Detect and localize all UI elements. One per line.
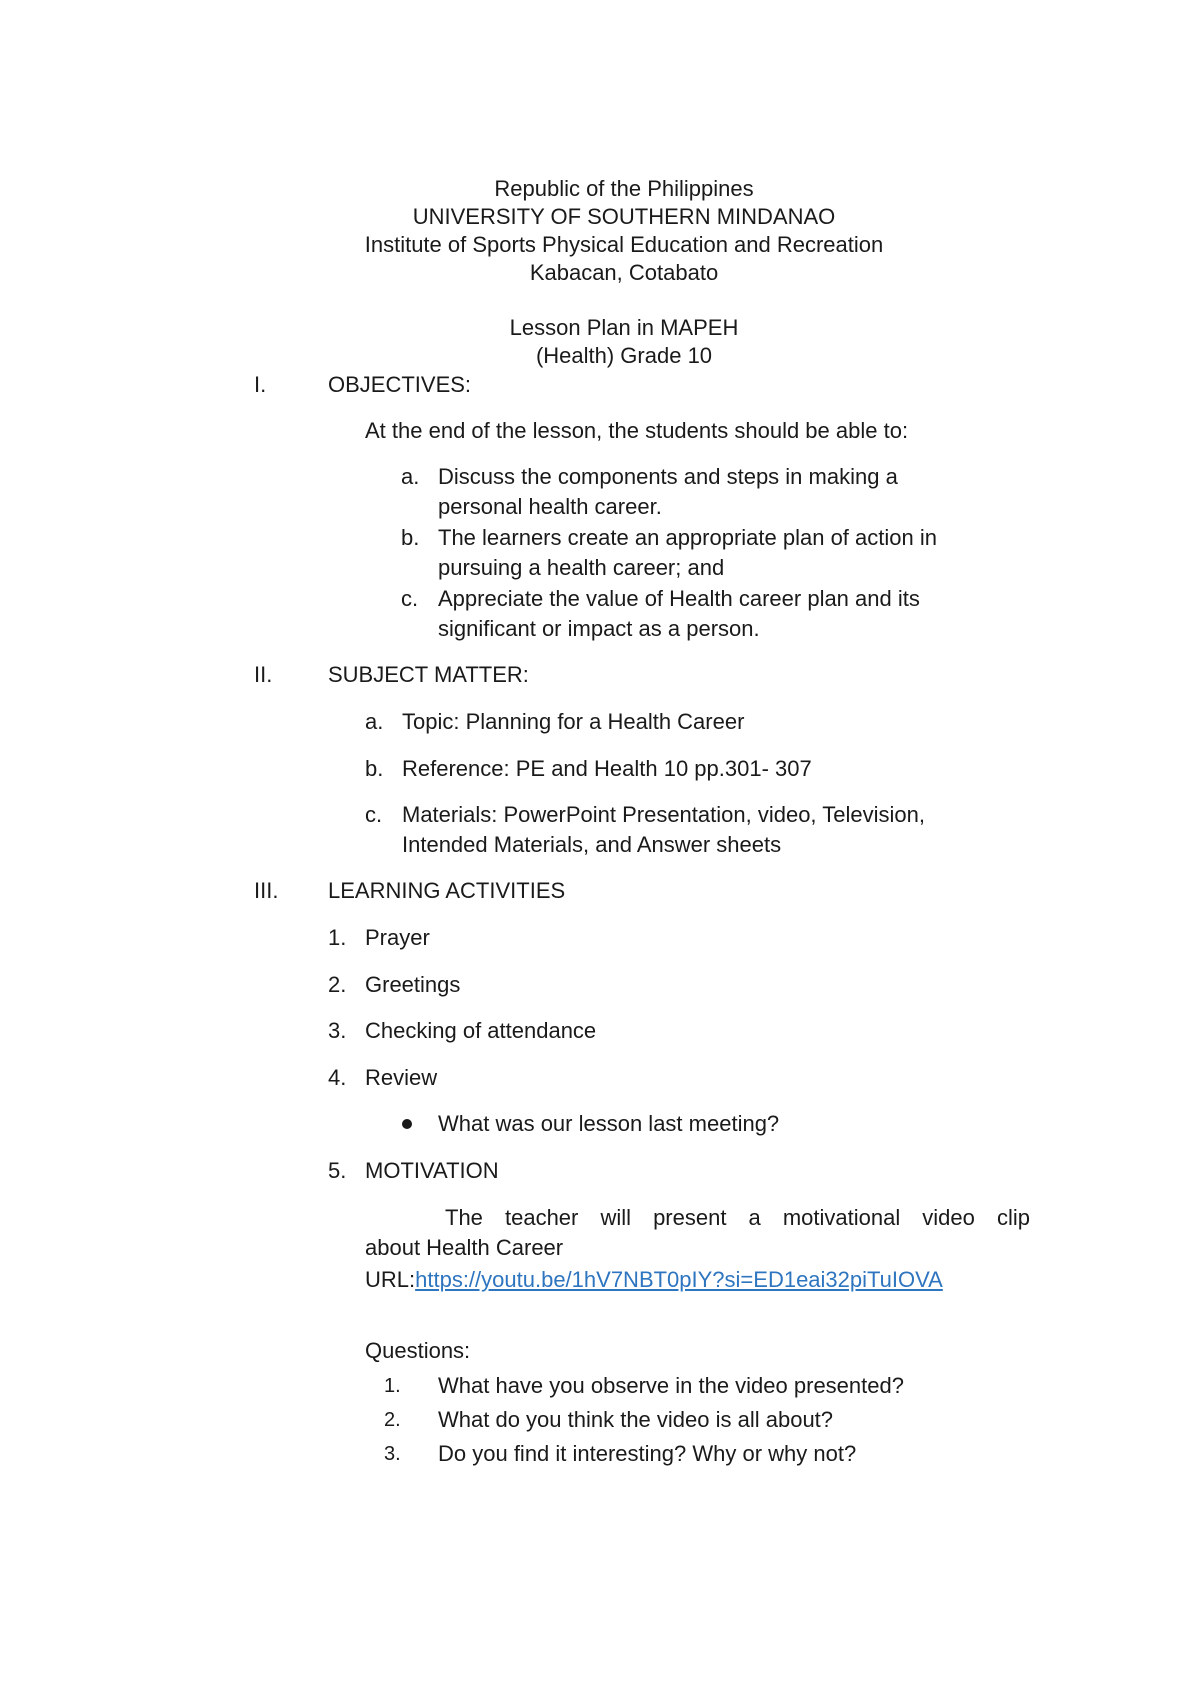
header-institute: Institute of Sports Physical Education and Recreation [364, 232, 884, 257]
subject-marker-c: c. [365, 802, 383, 827]
video-url-line [365, 1265, 943, 1295]
bullet-icon [401, 1109, 413, 1147]
section-numeral-subject-matter: II. [254, 662, 273, 687]
motivation-word: present [653, 1205, 727, 1230]
header-university: UNIVERSITY OF SOUTHERN MINDANAO [412, 204, 836, 229]
subject-materials-line2: Intended Materials, and Answer sheets [402, 832, 782, 857]
title-grade: (Health) Grade 10 [535, 343, 713, 368]
objectives-intro: At the end of the lesson, the students should be able to: [365, 418, 909, 443]
url-label: URL: [365, 1267, 416, 1292]
subject-marker-a: a. [365, 709, 384, 734]
subject-marker-b: b. [365, 756, 384, 781]
objective-marker-b: b. [401, 525, 420, 550]
motivation-heading: MOTIVATION [365, 1158, 499, 1183]
video-link[interactable]: https://youtu.be/1hV7NBT0pIY?si=ED1eai32piTuIOVA [415, 1267, 943, 1292]
question-marker-1: 1. [384, 1375, 401, 1397]
activity-marker-2: 2. [328, 972, 347, 997]
document-title [0, 314, 1200, 370]
section-heading-subject-matter: SUBJECT MATTER: [328, 662, 529, 687]
activity-marker-1: 1. [328, 925, 347, 950]
section-numeral-objectives: I. [254, 372, 267, 397]
motivation-word: video [922, 1205, 975, 1230]
objective-c-line2: significant or impact as a person. [438, 616, 760, 641]
title-lesson-plan: Lesson Plan in MAPEH [509, 315, 739, 340]
header-republic: Republic of the Philippines [494, 176, 754, 201]
motivation-word: The [445, 1205, 483, 1230]
question-marker-3: 3. [384, 1443, 401, 1465]
section-numeral-learning-activities: III. [254, 878, 279, 903]
review-question: What was our lesson last meeting? [438, 1111, 780, 1136]
header-location: Kabacan, Cotabato [529, 260, 719, 285]
questions-label: Questions: [365, 1338, 471, 1363]
objective-c-line1: Appreciate the value of Health career plan and its [438, 586, 920, 611]
question-marker-2: 2. [384, 1409, 401, 1431]
activity-marker-4: 4. [328, 1065, 347, 1090]
subject-topic: Topic: Planning for a Health Career [402, 709, 745, 734]
section-heading-objectives: OBJECTIVES: [328, 372, 472, 397]
section-heading-learning-activities: LEARNING ACTIVITIES [328, 878, 566, 903]
document-header [0, 175, 1200, 287]
objective-b-line1: The learners create an appropriate plan of action in [438, 525, 937, 550]
question-2: What do you think the video is all about? [438, 1407, 834, 1432]
objective-marker-c: c. [401, 586, 419, 611]
activity-prayer: Prayer [365, 925, 430, 950]
activity-attendance: Checking of attendance [365, 1018, 597, 1043]
activity-marker-3: 3. [328, 1018, 347, 1043]
activity-marker-5: 5. [328, 1158, 347, 1183]
subject-materials-line1: Materials: PowerPoint Presentation, video, Television, [402, 802, 925, 827]
motivation-word: clip [996, 1205, 1030, 1230]
question-1: What have you observe in the video presented? [438, 1373, 904, 1398]
objective-marker-a: a. [401, 464, 420, 489]
motivation-word: a [748, 1205, 761, 1230]
activity-greetings: Greetings [365, 972, 461, 997]
objective-a-line2: personal health career. [438, 494, 662, 519]
objective-b-line2: pursuing a health career; and [438, 555, 725, 580]
motivation-word: motivational [782, 1205, 901, 1230]
objective-a-line1: Discuss the components and steps in making a [438, 464, 898, 489]
question-3: Do you find it interesting? Why or why not? [438, 1441, 857, 1466]
motivation-word: will [600, 1205, 631, 1230]
activity-review: Review [365, 1065, 438, 1090]
motivation-paragraph-line1 [445, 1203, 1030, 1233]
motivation-word: teacher [504, 1205, 579, 1230]
subject-reference: Reference: PE and Health 10 pp.301- 307 [402, 756, 812, 781]
motivation-paragraph-line2: about Health Career [365, 1235, 564, 1260]
